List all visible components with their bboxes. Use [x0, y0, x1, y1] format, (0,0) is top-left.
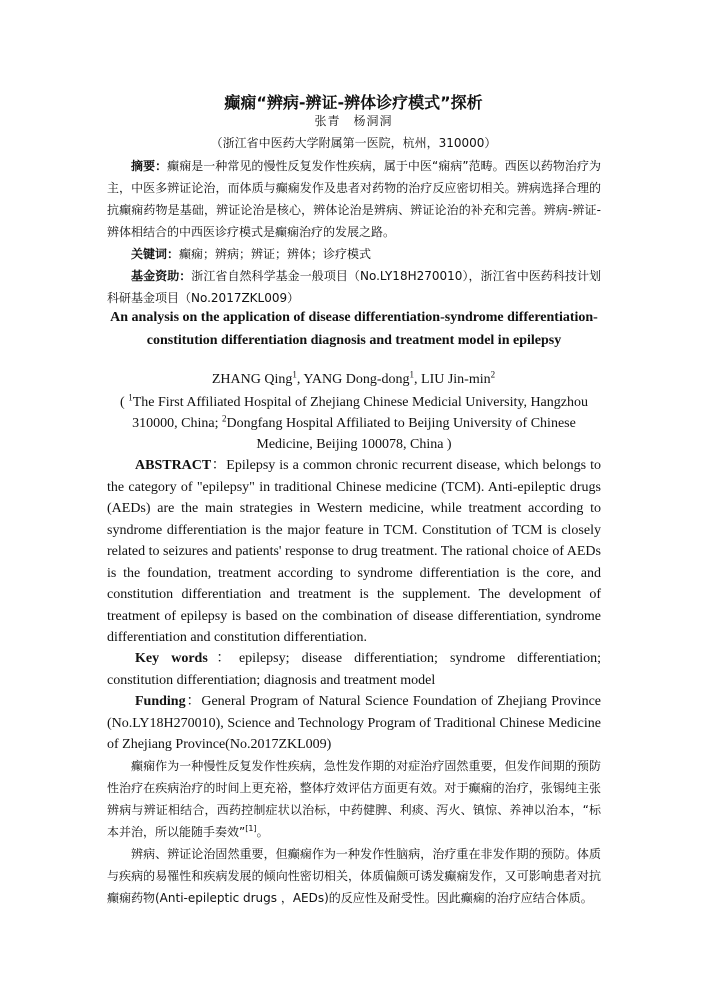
chinese-funding-text: 浙江省自然科学基金一般项目（No.LY18H270010），浙江省中医药科技计划科研基金项目（No.2017ZKL009）	[107, 269, 601, 305]
chinese-affiliation: （浙江省中医药大学附属第一医院，杭州，310000）	[210, 136, 497, 150]
affiliation-mark: 1	[128, 392, 133, 403]
chinese-keywords-text: 癫痫；辨病；辨证；辨体；诊疗模式	[179, 247, 372, 261]
affiliation-mark: 2	[222, 413, 227, 424]
chinese-title: 癫痫“辨病-辨证-辨体诊疗模式”探析	[224, 93, 483, 112]
english-affiliations	[107, 392, 601, 455]
chinese-funding	[107, 265, 601, 309]
english-abstract-text: Epilepsy is a common chronic recurrent disease, which belongs to the category of "epilepsy" in traditional Chinese medicine (TCM). Anti-epileptic drugs (AEDs) are the main strategies in Western medicine, while treatment according to syndrome differentiation is the major feature in TCM. Constitution of TCM is closely related to seizures and patients' response to drug treatment. The rational choice of AEDs is the foundation, treatment according to syndrome differentiation is the core, and constitution differentiation and treatment is the supplement. The development of treatment of epilepsy is based on the combination of disease differentiation, syndrome differentiation and constitution differentiation.	[107, 458, 602, 645]
english-funding	[107, 691, 601, 756]
chinese-keywords-label: 关键词：	[131, 247, 180, 261]
author-name: ZHANG Qing	[211, 372, 293, 387]
colon: ：	[207, 651, 239, 666]
affiliation-text: Dongfang Hospital Affiliated to Beijing University of Chinese Medicine, Beijing 100078, China )	[226, 416, 576, 452]
english-authors	[0, 369, 707, 388]
chinese-authors: 张青 杨洞洞	[314, 114, 393, 128]
author-name: YANG Dong-dong	[303, 372, 410, 387]
affiliation-text: The First Affiliated Hospital of Zhejiang Chinese Medicial University, Hangzhou 310000, China;	[132, 395, 588, 431]
chinese-abstract-label: 摘要：	[131, 159, 168, 173]
author-separator: ,	[296, 372, 304, 387]
english-title: An analysis on the application of disease differentiation-syndrome differentiation-constitution differentiation diagnosis and treatment model in epilepsy	[110, 310, 598, 348]
body-text: 辨病、辨证论治固然重要，但癫痫作为一种发作性脑病，治疗重在非发作期的预防。体质与疾病的易罹性和疾病发展的倾向性密切相关，体质偏颇可诱发癫痫发作，又可影响患者对抗癫痫药物(Anti-epileptic drugs ，AEDs)的反应性及耐受性。因此癫痫的治疗应结合体质。	[107, 847, 601, 905]
chinese-keywords	[107, 243, 601, 265]
colon: ：	[211, 458, 227, 473]
citation-ref: [1]	[245, 824, 257, 833]
english-keywords	[107, 648, 601, 691]
author-affiliation-mark: 2	[490, 369, 496, 380]
english-abstract	[107, 455, 601, 649]
body-paragraph-2	[107, 843, 601, 909]
body-paragraph-1	[107, 755, 601, 843]
colon: ：	[185, 694, 202, 709]
chinese-funding-label: 基金资助：	[131, 269, 192, 283]
chinese-abstract	[107, 155, 601, 243]
chinese-abstract-text: 癫痫是一种常见的慢性反复发作性疾病，属于中医“痫病”范畴。西医以药物治疗为主，中医多辨证论治，而体质与癫痫发作及患者对药物的治疗反应密切相关。辨病选择合理的抗癫痫药物是基础，辨证论治是核心，辨体论治是辨病、辨证论治的补充和完善。辨病-辨证-辨体相结合的中西医诊疗模式是癫痫治疗的发展之路。	[107, 159, 601, 239]
english-funding-label: Funding	[135, 694, 186, 709]
english-keywords-label: Key words	[135, 651, 208, 666]
body-text-end: 。	[256, 825, 269, 839]
author-affiliation-mark: 1	[292, 369, 297, 380]
author-separator: ,	[414, 372, 422, 387]
english-abstract-label: ABSTRACT	[135, 458, 212, 473]
english-funding-text: General Program of Natural Science Foundation of Zhejiang Province (No.LY18H270010), Science and Technology Program of Traditional Chinese Medicine of Zhejiang Province(No.2017ZKL009)	[107, 694, 601, 752]
author-name: LIU Jin-min	[421, 372, 491, 387]
affiliation-open: (	[120, 395, 129, 410]
author-affiliation-mark: 1	[409, 369, 415, 380]
body-text: 癫痫作为一种慢性反复发作性疾病，急性发作期的对症治疗固然重要，但发作间期的预防性治疗在疾病治疗的时间上更充裕，整体疗效评估方面更有效。对于癫痫的治疗，张锡纯主张辨病与辨证相结合，西药控制症状以治标，中药健脾、利痰、泻火、镇惊、养神以治本，“标本并治，所以能随手奏效”	[107, 759, 601, 839]
english-keywords-text: epilepsy; disease differentiation; syndrome differentiation; constitution differentiation; diagnosis and treatment model	[107, 651, 601, 688]
